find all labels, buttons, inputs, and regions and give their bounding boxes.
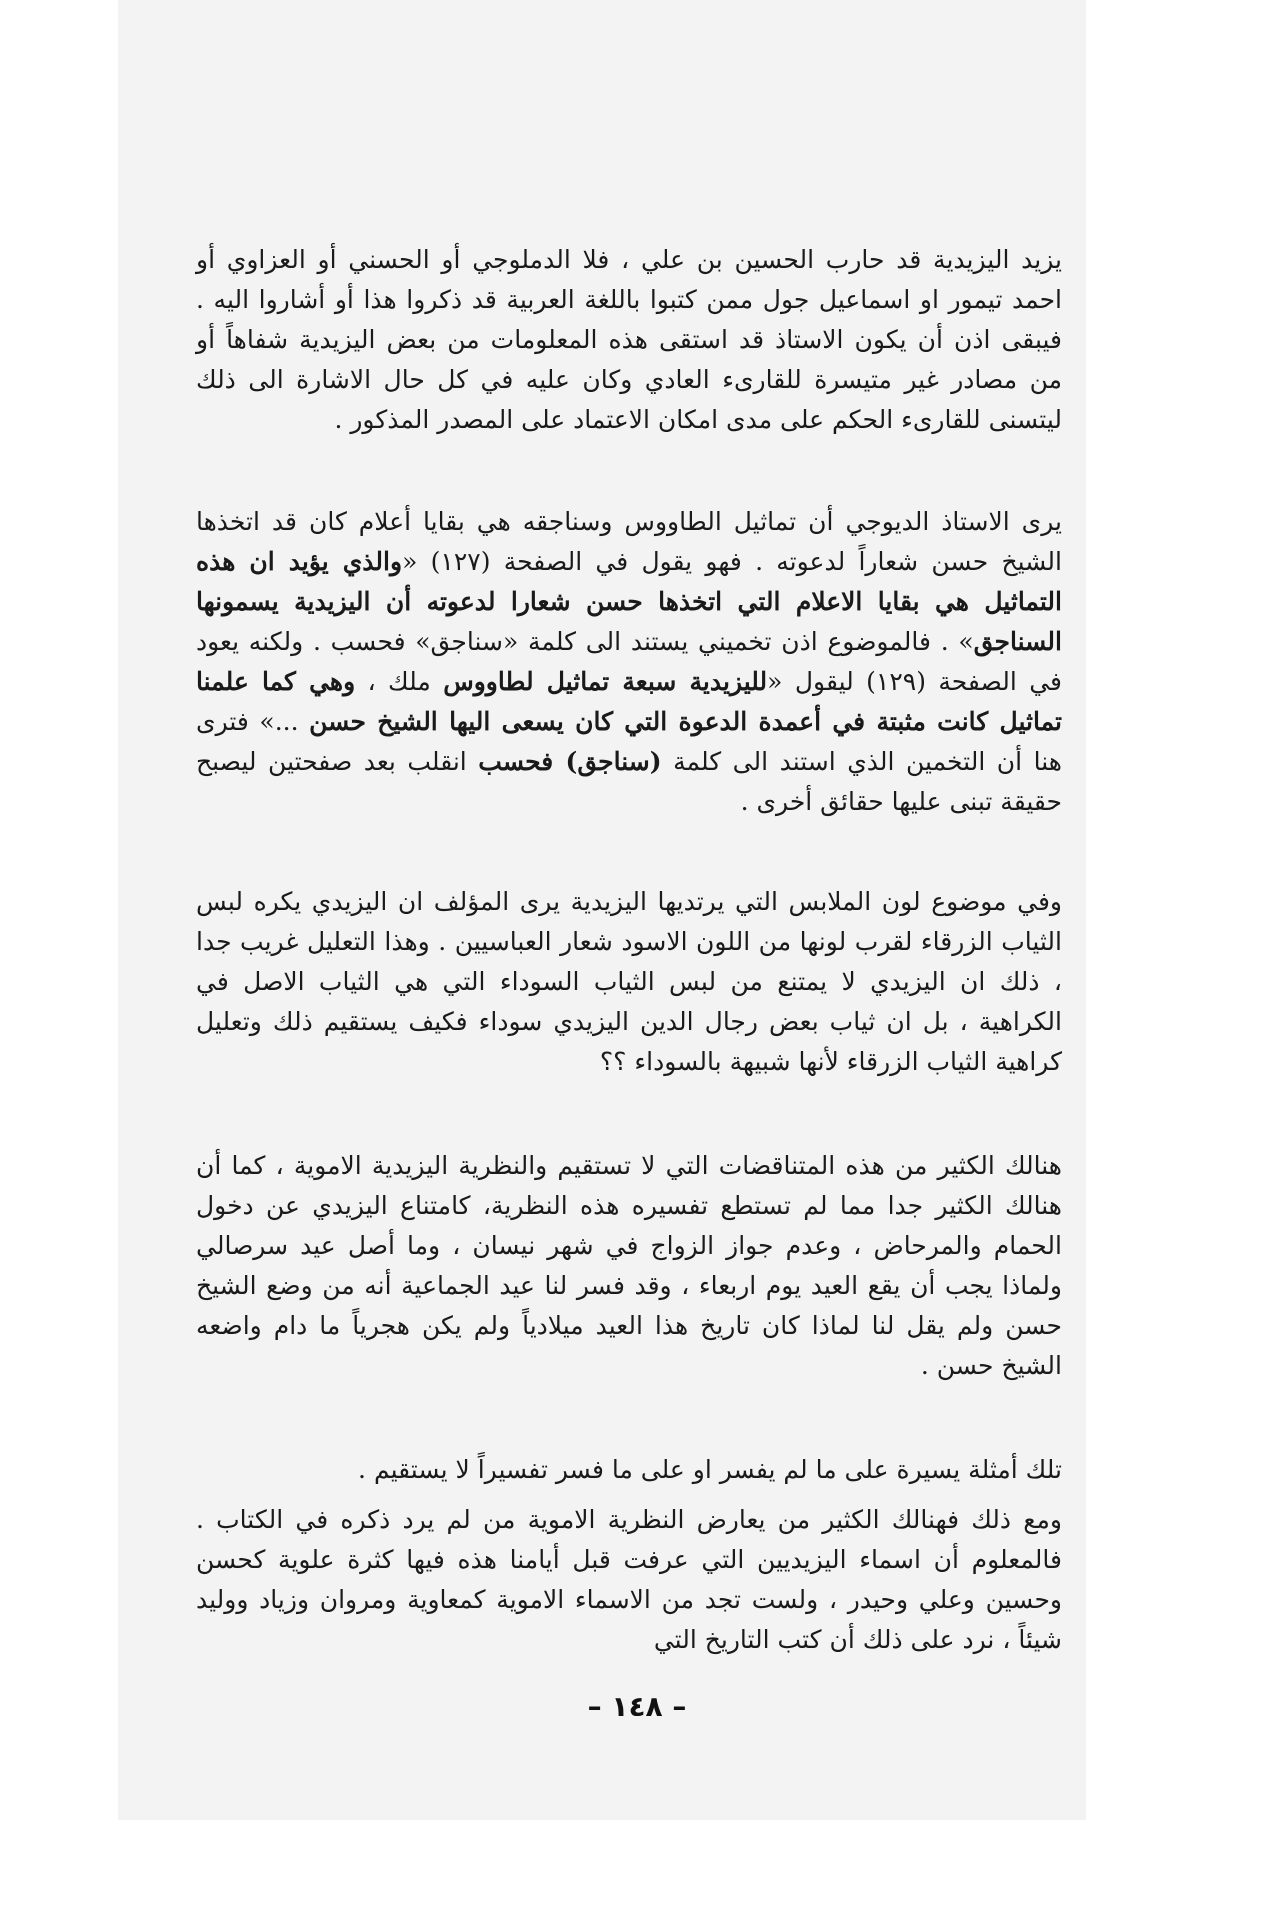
paragraph-3: [196, 882, 1062, 1082]
paragraph-3-text: وفي موضوع لون الملابس التي يرتديها اليزيدية يرى المؤلف ان اليزيدي يكره لبس الثياب الزرقاء لقرب لونها من اللون الاسود شعار العباسيين . وهذا التعليل غريب جدا ، ذلك ان اليزيدي لا يمتنع من لبس الثياب السوداء التي هي الثياب الاصل في الكراهية ، بل ان ثياب بعض رجال الدين اليزيدي سوداء فكيف يستقيم ذلك وتعليل كراهية الثياب الزرقاء لأنها شبيهة بالسوداء ؟؟: [196, 887, 1062, 1076]
paragraph-1: [196, 240, 1062, 440]
paragraph-2-quote-3: وهي كما علمنا تماثيل كانت مثبتة في أعمدة الدعوة التي كان يسعى اليها الشيخ حسن: [196, 667, 1062, 736]
paragraph-5: [196, 1450, 1062, 1490]
paragraph-2-part-g: ...» فترى هنا أن التخمين الذي استند الى كلمة: [196, 707, 1062, 776]
paragraph-4: [196, 1146, 1062, 1386]
paragraph-2-quote-2: لليزيدية سبعة تماثيل لطاووس: [443, 667, 768, 696]
paragraph-2-text: [196, 502, 1062, 822]
page-number: – ١٤٨ –: [587, 1690, 687, 1723]
paragraph-2-part-e: ملك ،: [355, 667, 444, 696]
paragraph-4-text: هنالك الكثير من هذه المتناقضات التي لا تستقيم والنظرية اليزيدية الاموية ، كما أن هنالك الكثير جدا مما لم تستطع تفسيره هذه النظرية، كامتناع اليزيدي عن دخول الحمام والمرحاض ، وعدم جواز الزواج في شهر نيسان ، وما أصل عيد سرصالي ولماذا يجب أن يقع العيد يوم اربعاء ، وقد فسر لنا عيد الجماعية أنه من وضع الشيخ حسن ولم يقل لنا لماذا كان تاريخ هذا العيد ميلادياً ولم يكن هجرياً ما دام واضعه الشيخ حسن .: [196, 1151, 1062, 1380]
paragraph-2-quote-4: (سناجق) فحسب: [478, 747, 662, 776]
paragraph-2-part-i: انقلب بعد صفحتين ليصبح حقيقة تبنى عليها حقائق أخرى .: [196, 747, 1062, 816]
paragraph-1-text: يزيد اليزيدية قد حارب الحسين بن علي ، فلا الدملوجي أو الحسني أو العزاوي أو احمد تيمور او اسماعيل جول ممن كتبوا باللغة العربية قد ذكروا هذا أو أشاروا اليه . فيبقى اذن أن يكون الاستاذ قد استقى هذه المعلومات من بعض اليزيدية شفاهاً أو من مصادر غير متيسرة للقارىء العادي وكان عليه في كل حال الاشارة الى ذلك ليتسنى للقارىء الحكم على مدى امكان الاعتماد على المصدر المذكور .: [196, 245, 1062, 434]
paragraph-2: [196, 502, 1062, 822]
paragraph-2-part-a: يرى الاستاذ الديوجي أن تماثيل الطاووس وسناجقه هي بقايا أعلام كان قد اتخذها الشيخ حسن شعاراً لدعوته . فهو يقول في الصفحة (١٢٧) «: [196, 507, 1062, 576]
paragraph-6: [196, 1500, 1062, 1660]
paragraph-2-part-c: » . فالموضوع اذن تخميني يستند الى كلمة «سناجق» فحسب . ولكنه يعود في الصفحة (١٢٩) ليقول «: [196, 627, 1062, 696]
paragraph-5-text: تلك أمثلة يسيرة على ما لم يفسر او على ما فسر تفسيراً لا يستقيم .: [358, 1455, 1062, 1484]
paragraph-2-quote-1: والذي يؤيد ان هذه التماثيل هي بقايا الاعلام التي اتخذها حسن شعارا لدعوته أن اليزيدية يسمونها السناجق: [196, 547, 1062, 656]
paragraph-6-text: ومع ذلك فهنالك الكثير من يعارض النظرية الاموية من لم يرد ذكره في الكتاب . فالمعلوم أن اسماء اليزيديين التي عرفت قبل أيامنا هذه فيها كثرة علوية كحسن وحسين وعلي وحيدر ، ولست تجد من الاسماء الاموية كمعاوية ومروان وزياد ووليد شيئاً ، نرد على ذلك أن كتب التاريخ التي: [196, 1505, 1062, 1654]
